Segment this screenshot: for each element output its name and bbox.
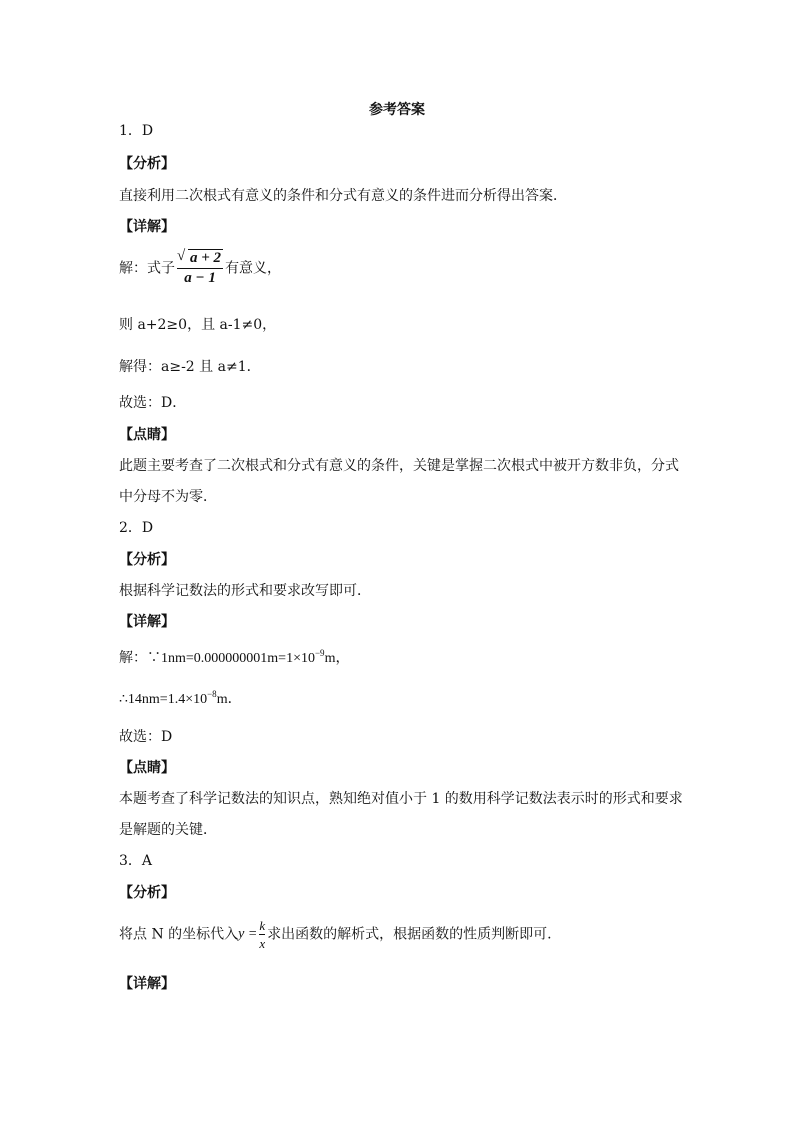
q1-step1 [119, 250, 281, 287]
q1-analysis-tag: 【分析】 [119, 156, 175, 172]
q2-step1 [119, 650, 349, 668]
q2-step2 [119, 691, 242, 709]
sqrt-symbol: √ a + 2 [177, 248, 222, 266]
q3-analysis [119, 918, 552, 951]
fraction-bar [259, 934, 265, 935]
q1-comment-line1: 此题主要考查了二次根式和分式有意义的条件，关键是掌握二次根式中被开方数非负，分式 [119, 458, 679, 474]
q2-comment-line1: 本题考查了科学记数法的知识点，熟知绝对值小于 1 的数用科学记数法表示时的形式和要求 [119, 791, 683, 807]
q2-step1-suffix: m， [324, 651, 350, 666]
q1-choice: 故选：D． [119, 395, 187, 411]
q2-comment-tag: 【点睛】 [119, 760, 175, 776]
q1-comment-line2: 中分母不为零． [119, 489, 217, 505]
q1-comment-tag: 【点睛】 [119, 427, 175, 443]
q2-analysis-text: 根据科学记数法的形式和要求改写即可． [119, 583, 371, 599]
q3-analysis-tag: 【分析】 [119, 885, 175, 901]
fraction-bar [177, 268, 223, 269]
q2-number: 2．D [119, 520, 154, 536]
q3-number: 3．A [119, 853, 153, 869]
q2-analysis-tag: 【分析】 [119, 552, 175, 568]
q1-analysis-text: 直接利用二次根式有意义的条件和分式有意义的条件进而分析得出答案． [119, 188, 567, 204]
q2-step1-prefix: 解：∵1nm=0.000000001m= [119, 651, 287, 666]
q1-detail-tag: 【详解】 [119, 219, 175, 235]
q1-frac-denominator: a − 1 [184, 270, 216, 286]
q2-comment-line2: 是解题的关键． [119, 822, 217, 838]
q3-analysis-prefix: 将点 N 的坐标代入 [119, 926, 239, 943]
q1-fraction [177, 250, 223, 287]
q3-analysis-suffix: 求出函数的解析式，根据函数的性质判断即可. [267, 926, 552, 943]
q1-frac-numerator: a + 2 [190, 250, 222, 266]
q2-choice: 故选：D [119, 729, 173, 745]
q1-step1-prefix: 解：式子 [119, 260, 175, 277]
q3-formula-lhs: y = [238, 926, 258, 942]
q2-step2-exponent: −8 [207, 689, 217, 699]
q1-step2: 则 a+2≥0，且 a-1≠0， [119, 317, 277, 333]
q3-fraction [259, 918, 265, 951]
q3-frac-denominator: x [259, 936, 266, 951]
q2-step1-exponent: −9 [314, 648, 325, 658]
q2-step2-prefix: ∴14nm= [119, 692, 168, 707]
q1-step1-suffix: 有意义， [225, 260, 282, 277]
page-title: 参考答案 [369, 102, 425, 118]
q1-step3: 解得：a≥-2 且 a≠1． [119, 359, 261, 375]
q3-detail-tag: 【详解】 [119, 976, 175, 992]
q2-step2-suffix: m． [216, 692, 242, 707]
q1-number: 1．D [119, 123, 154, 139]
q2-step2-base: 1.4×10 [167, 692, 208, 707]
q3-frac-numerator: k [259, 918, 266, 933]
q2-detail-tag: 【详解】 [119, 614, 175, 630]
q2-step1-base: 1×10 [286, 651, 315, 666]
